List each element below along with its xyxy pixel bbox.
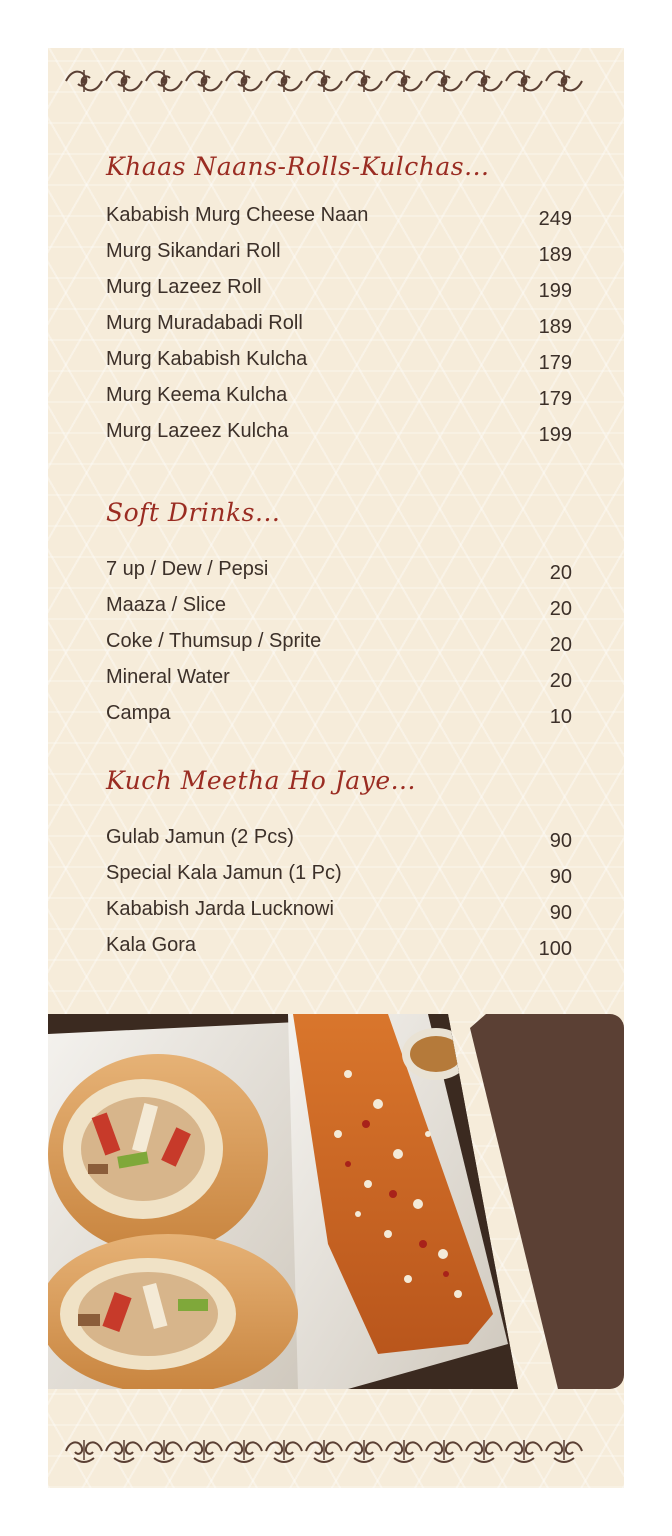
menu-item xyxy=(106,276,572,306)
menu-item xyxy=(106,204,572,234)
menu-item xyxy=(106,240,572,270)
item-price: 100 xyxy=(538,938,572,960)
menu-page xyxy=(48,48,624,1488)
menu-item xyxy=(106,384,572,414)
item-price: 10 xyxy=(549,706,572,728)
item-name: Murg Muradabadi Roll xyxy=(106,312,303,334)
item-name: 7 up / Dew / Pepsi xyxy=(106,558,269,580)
menu-item xyxy=(106,348,572,378)
item-name: Mineral Water xyxy=(106,666,230,688)
menu-item xyxy=(106,558,572,588)
menu-item xyxy=(106,898,572,928)
menu-item xyxy=(106,934,572,964)
item-name: Murg Keema Kulcha xyxy=(106,384,288,406)
item-price: 20 xyxy=(549,598,572,620)
section-title-naans: Khaas Naans-Rolls-Kulchas... xyxy=(106,152,490,181)
item-name: Kababish Murg Cheese Naan xyxy=(106,204,369,226)
item-price: 189 xyxy=(538,244,572,266)
item-name: Gulab Jamun (2 Pcs) xyxy=(106,826,294,848)
item-price: 90 xyxy=(549,866,572,888)
section-title-soft-drinks: Soft Drinks... xyxy=(106,498,281,527)
section-title-desserts: Kuch Meetha Ho Jaye... xyxy=(106,766,416,795)
menu-item xyxy=(106,594,572,624)
item-price: 20 xyxy=(549,634,572,656)
item-name: Maaza / Slice xyxy=(106,594,227,616)
food-photo xyxy=(48,1014,518,1389)
item-price: 20 xyxy=(549,670,572,692)
item-name: Murg Lazeez Kulcha xyxy=(106,420,289,442)
item-price: 20 xyxy=(549,562,572,584)
item-price: 199 xyxy=(538,280,572,302)
item-price: 90 xyxy=(549,902,572,924)
item-name: Murg Lazeez Roll xyxy=(106,276,262,298)
menu-item xyxy=(106,826,572,856)
item-name: Murg Sikandari Roll xyxy=(106,240,281,262)
menu-item xyxy=(106,630,572,660)
item-price: 249 xyxy=(538,208,572,230)
menu-item xyxy=(106,420,572,450)
item-name: Kala Gora xyxy=(106,934,197,956)
menu-item xyxy=(106,312,572,342)
item-price: 179 xyxy=(538,388,572,410)
menu-item xyxy=(106,666,572,696)
item-price: 199 xyxy=(538,424,572,446)
menu-item xyxy=(106,702,572,732)
item-name: Special Kala Jamun (1 Pc) xyxy=(106,862,342,884)
menu-item xyxy=(106,862,572,892)
item-price: 90 xyxy=(549,830,572,852)
item-price: 179 xyxy=(538,352,572,374)
bottom-ornament-border xyxy=(64,1436,608,1466)
item-price: 189 xyxy=(538,316,572,338)
item-name: Coke / Thumsup / Sprite xyxy=(106,630,322,652)
item-name: Campa xyxy=(106,702,171,724)
top-ornament-border xyxy=(64,66,608,96)
item-name: Kababish Jarda Lucknowi xyxy=(106,898,334,920)
item-name: Murg Kababish Kulcha xyxy=(106,348,308,370)
